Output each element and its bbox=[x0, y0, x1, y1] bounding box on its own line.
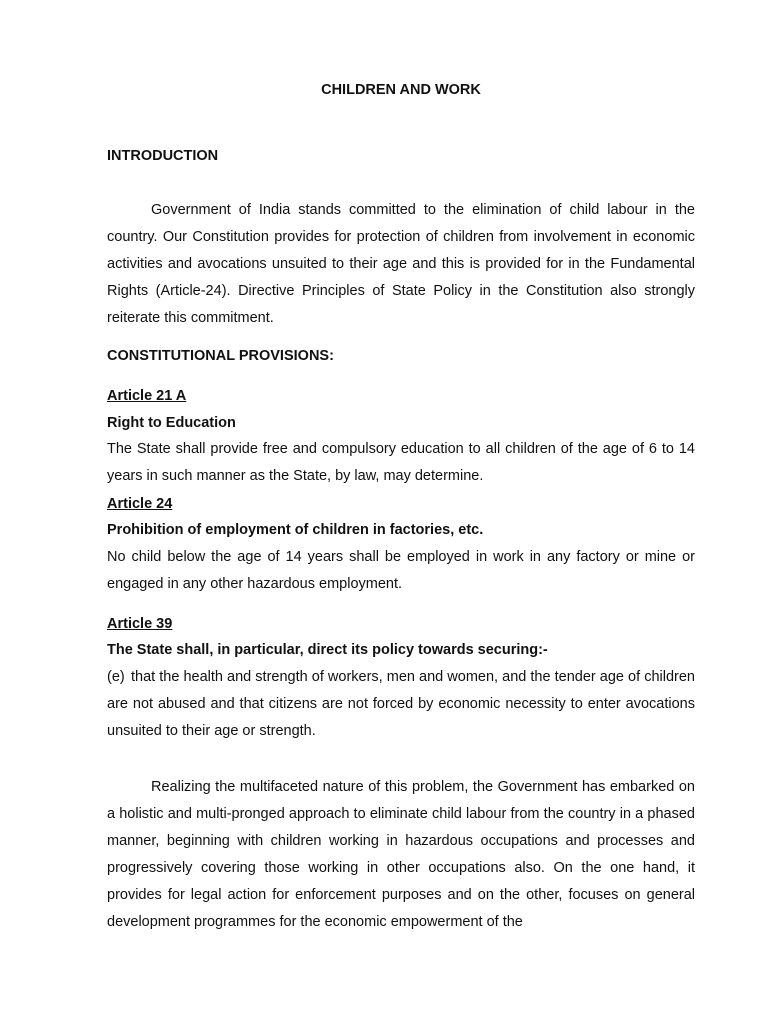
constitutional-provisions-heading: CONSTITUTIONAL PROVISIONS: bbox=[107, 348, 334, 364]
article-21a-label: Article 21 A bbox=[107, 388, 187, 404]
article-39-clause bbox=[107, 664, 695, 745]
clause-marker: (e) bbox=[107, 669, 125, 685]
article-24-title: Prohibition of employment of children in factories, etc. bbox=[107, 522, 484, 538]
article-21a-title: Right to Education bbox=[107, 415, 236, 431]
article-24-text: No child below the age of 14 years shall be employed in work in any factory or mine or engaged in any other hazardous employment. bbox=[107, 549, 695, 592]
article-39-text: that the health and strength of workers, men and women, and the tender age of children are not abused and that citizens are not forced by economic necessity to enter avocations unsuited to their age or strength. bbox=[107, 669, 695, 739]
article-39-title: The State shall, in particular, direct its policy towards securing:- bbox=[107, 642, 548, 658]
document-title: CHILDREN AND WORK bbox=[321, 82, 481, 98]
article-21a-text: The State shall provide free and compulsory education to all children of the age of 6 to 14 years in such manner as the State, by law, may determine. bbox=[107, 441, 695, 484]
introduction-heading: INTRODUCTION bbox=[107, 148, 219, 164]
closing-paragraph: Realizing the multifaceted nature of this problem, the Government has embarked on a holistic and multi-pronged approach to eliminate child labour from the country in a phased manner, beginning with children working in hazardous occupations and processes and progressively covering those working in other occupations also. On the one hand, it provides for legal action for enforcement purposes and on the other, focuses on general development programmes for the economic empowerment of the bbox=[107, 779, 695, 930]
article-39-label: Article 39 bbox=[107, 616, 173, 632]
article-24-label: Article 24 bbox=[107, 496, 173, 512]
introduction-paragraph: Government of India stands committed to the elimination of child labour in the country. Our Constitution provides for protection of children from involvement in economic activities and avocations unsuited to their age and this is provided for in the Fundamental Rights (Article-24). Directive Principles of State Policy in the Constitution also strongly reiterate this commitment. bbox=[107, 202, 695, 326]
